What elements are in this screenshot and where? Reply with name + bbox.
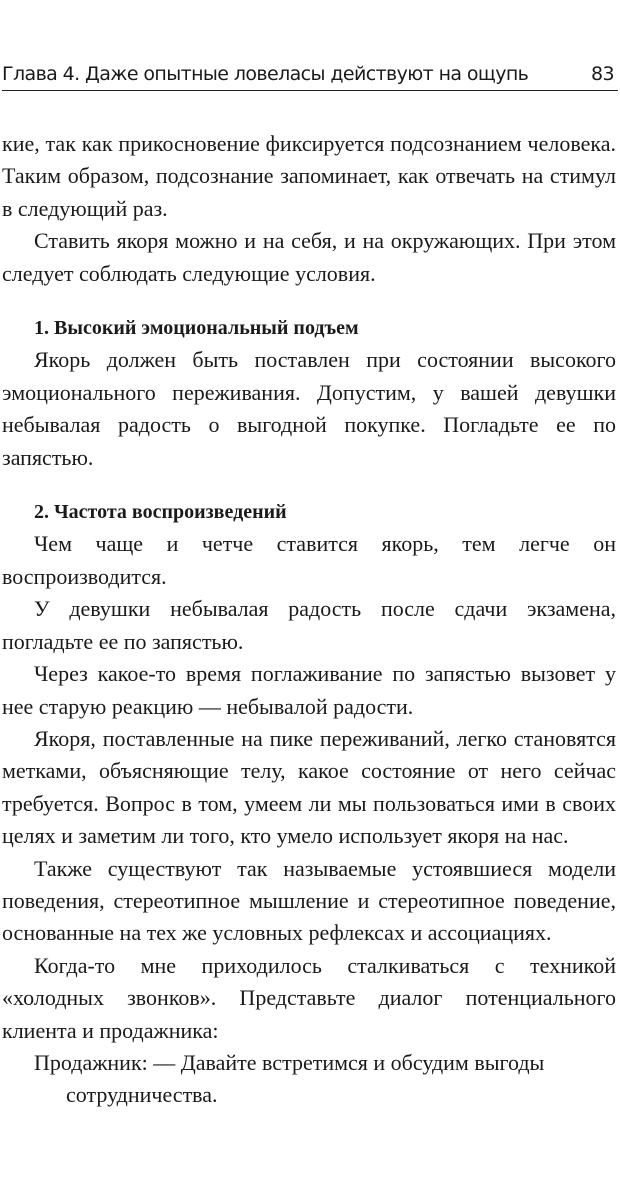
paragraph: Когда-то мне приходилось сталкиваться с техникой «холодных звонков». Представьте диалог потенциального клиента и продажника: bbox=[2, 952, 616, 1043]
paragraph: Якоря, поставленные на пике переживаний, легко становятся метками, объясняющие телу, какое состояние от него сейчас требуется. Вопрос в том, умеем ли мы пользоваться ими в своих целях и заметим ли того, кто умело использует якоря на нас. bbox=[2, 725, 616, 849]
page-number: 83 bbox=[591, 63, 614, 85]
paragraph: Якорь должен быть поставлен при состоянии высокого эмоционального переживания. Допустим, у вашей девушки небывалая радость о выгодной покупке. Погладьте ее по запястью. bbox=[2, 347, 616, 470]
dialog-line bbox=[2, 1047, 616, 1112]
section-heading: 1. Высокий эмоциональный подъем bbox=[34, 317, 359, 340]
running-header bbox=[2, 62, 618, 91]
paragraph: Ставить якоря можно и на себя, и на окружающих. При этом следует соблюдать следующие условия. bbox=[2, 228, 616, 286]
section-heading: 2. Частота воспроизведений bbox=[34, 501, 287, 524]
paragraph: Через какое-то время поглаживание по запястью вызовет у нее старую реакцию — небывалой радости. bbox=[2, 661, 616, 719]
dialog-text: Продажник: — Давайте встретимся и обсудим выгоды сотрудничества. bbox=[34, 1049, 545, 1108]
chapter-title: Глава 4. Даже опытные ловеласы действуют на ощупь bbox=[2, 63, 529, 85]
paragraph: Чем чаще и четче ставится якорь, тем легче он воспроизводится. bbox=[2, 531, 616, 589]
paragraph: кие, так как прикосновение фиксируется подсознанием человека. Таким образом, подсознание запоминает, как отвечать на стимул в следующий раз. bbox=[2, 131, 616, 221]
paragraph: У девушки небывалая радость после сдачи экзамена, погладьте ее по запястью. bbox=[2, 596, 616, 654]
body-text bbox=[2, 128, 616, 1112]
paragraph: Также существуют так называемые устоявшиеся модели поведения, стереотипное мышление и стереотипное поведение, основанные на тех же условных рефлексах и ассоциациях. bbox=[2, 855, 616, 946]
